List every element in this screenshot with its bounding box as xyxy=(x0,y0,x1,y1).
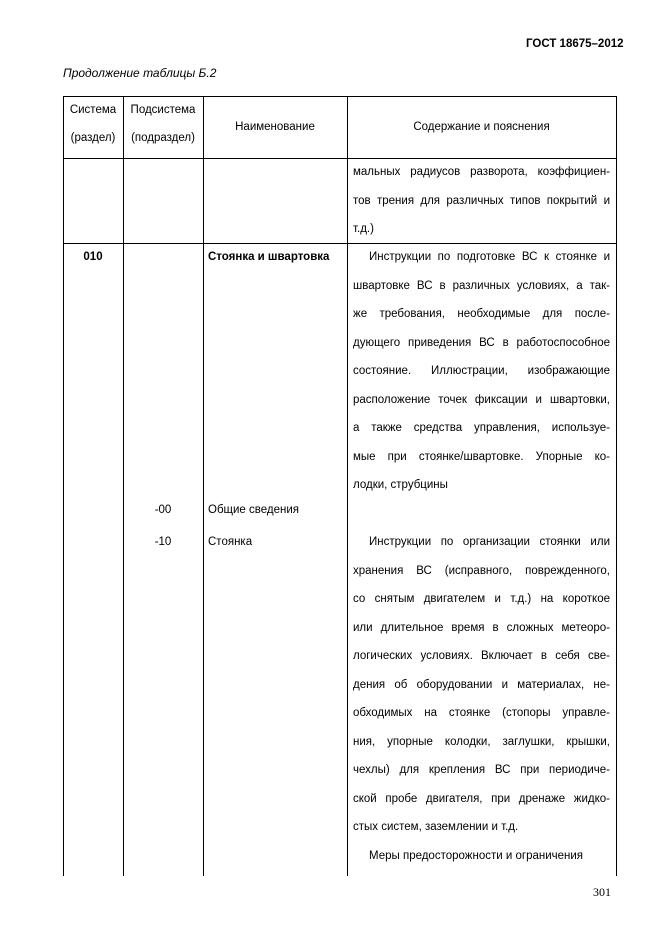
col-divider-1 xyxy=(123,96,124,876)
carryover-content: мальных радиусов разворота, коэффициен- тов трения для различных типов покрытий и т.д.) xyxy=(353,166,610,235)
page-number: 301 xyxy=(593,885,611,899)
sub10-name: Стоянка xyxy=(208,536,253,548)
sub10-content: Инструкции по организации стоянки или хранения ВС (исправного, поврежденного, со снятым двигателем и т.д.) на короткое или длительное время в сложных метеоро- логических условиях. Включает в себя све- дения об оборудовании и материалах, не- обходимых на стоянке (стопоры управле- ния, упорные колодки, заглушки, крышки, чехлы) для крепления ВС при периодиче- ской пробе двигателя, при дренаже жидко- стых систем, заземлении и т.д. Меры предосторожности и ограничения xyxy=(353,536,610,862)
col-divider-2 xyxy=(203,96,204,876)
standard-designation: ГОСТ 18675–2012 xyxy=(526,38,624,50)
sub10-code: -10 xyxy=(154,536,172,548)
sub00-code: -00 xyxy=(154,504,172,516)
table-right-border xyxy=(616,96,617,876)
col-divider-3 xyxy=(347,96,348,876)
header-name: Наименование xyxy=(235,121,315,133)
section-content: Инструкции по подготовке ВС к стоянке и швартовке ВС в различных условиях, а так- же требования, необходимые для после- дующего приведения ВС в работоспособное состояние. Иллюстрации, изображающие расположение точек фиксации и швартовки, а также средства управления, используе- мые при стоянке/швартовке. Упорные ко- лодки, струбцины xyxy=(353,251,610,491)
table-continuation-caption: Продолжение таблицы Б.2 xyxy=(63,66,217,80)
section-code: 010 xyxy=(83,251,103,263)
table-left-border xyxy=(63,96,64,876)
sub00-name: Общие сведения xyxy=(208,504,299,516)
header-subsystem: Подсистема (подраздел) xyxy=(130,104,196,144)
header-content: Содержание и пояснения xyxy=(413,121,550,133)
header-system: Система (раздел) xyxy=(69,104,117,144)
section-name: Стоянка и швартовка xyxy=(208,251,330,263)
